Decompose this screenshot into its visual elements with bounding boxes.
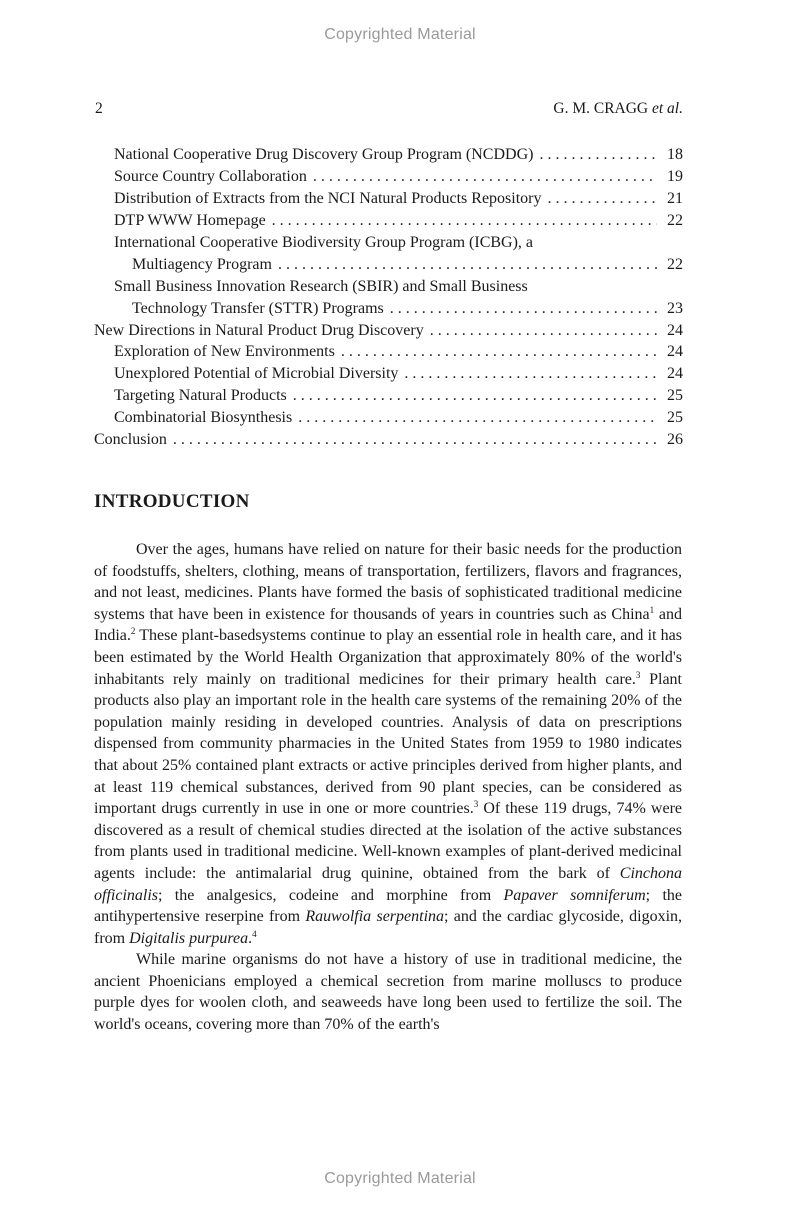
reference-superscript: 4 — [252, 928, 257, 939]
species-name: Cinchona officinalis — [94, 864, 682, 904]
running-head-authors — [553, 100, 683, 118]
copyright-watermark-bottom: Copyrighted Material — [324, 1170, 476, 1187]
text-run: Over the ages, humans have relied on nature for their basic needs for the production of foodstuffs, shelters, clothing, means of transportation, fertilizers, flavors and fragrances, and not least, medicines. Plants have formed the basis of sophisticated traditional medicine systems that have been in existence for thousands of years in countries such as China — [94, 541, 682, 623]
species-name: Digitalis purpurea — [129, 929, 249, 947]
text-run: . — [248, 929, 253, 947]
page-number: 2 — [95, 100, 103, 117]
toc-leader-dots — [272, 210, 657, 232]
toc-entry-label: Exploration of New Environments — [114, 343, 335, 361]
toc-entry-label: Conclusion — [94, 431, 167, 449]
copyright-watermark-top: Copyrighted Material — [324, 26, 476, 43]
toc-entry-page: 22 — [667, 211, 683, 229]
toc-entry-label: Distribution of Extracts from the NCI Natural Products Repository — [114, 189, 542, 207]
toc-leader-dots — [404, 363, 657, 385]
toc-leader-dots — [313, 166, 657, 188]
toc-entry-label: Small Business Innovation Research (SBIR) and Small Business — [114, 277, 528, 295]
toc-entry-label: New Directions in Natural Product Drug Discovery — [94, 321, 424, 339]
authors-name: G. M. CRAGG — [553, 100, 649, 117]
toc-entry — [94, 210, 683, 232]
toc-leader-dots — [547, 188, 657, 210]
toc-entry-label: Targeting Natural Products — [114, 387, 287, 405]
authors-suffix: et al. — [652, 100, 683, 117]
reference-superscript: 3 — [473, 799, 479, 810]
text-run: ; the analgesics, codeine and morphine from — [158, 886, 504, 904]
toc-entry — [94, 429, 683, 451]
table-of-contents — [94, 144, 683, 451]
species-name: Rauwolfia serpentina — [305, 908, 445, 926]
toc-entry — [94, 144, 683, 166]
body-text — [94, 539, 682, 1036]
toc-entry-label: Technology Transfer (STTR) Programs — [132, 299, 384, 317]
toc-leader-dots — [390, 298, 657, 320]
toc-entry — [94, 166, 683, 188]
toc-entry — [94, 363, 683, 385]
toc-entry — [94, 254, 683, 276]
toc-entry-label: Unexplored Potential of Microbial Diversity — [114, 365, 399, 383]
species-name: Papaver somniferum — [503, 886, 646, 904]
reference-superscript: 2 — [130, 626, 136, 637]
reference-superscript: 3 — [635, 669, 641, 680]
toc-entry — [94, 341, 683, 363]
text-run: Plant products also play an important role in the health care systems of the remaining 20% of the population mainly residing in developed countries. Analysis of data on prescriptions dispensed from community pharmacies in the United States from 1959 to 1980 indicates that about 25% contained plant extracts or active principles derived from higher plants, and at least 119 chemical substances, derived from 90 plant species, can be considered as important drugs currently in use in one or more countries. — [94, 670, 683, 818]
toc-entry-label: DTP WWW Homepage — [114, 211, 266, 229]
toc-leader-dots — [298, 407, 657, 429]
text-run: These plant-basedsystems continue to play an essential role in health care, and it has been estimated by the World Health Organization that approximately 80% of the world's inhabitants rely mainly on traditional medicines for their primary health care. — [94, 627, 682, 688]
toc-entry-page: 24 — [667, 365, 683, 383]
toc-entry-label: National Cooperative Drug Discovery Group Program (NCDDG) — [114, 146, 534, 163]
toc-entry-page: 23 — [667, 299, 683, 317]
toc-entry — [94, 320, 683, 342]
toc-entry — [94, 407, 683, 429]
paragraph-2: While marine organisms do not have a history of use in traditional medicine, the ancient Phoenicians employed a chemical secretion from marine molluscs to produce purple dyes for woolen cloth, and seaweeds have long been used to fertilize the soil. The world's oceans, covering more than 70% of the earth's — [94, 951, 682, 1034]
text-run: and India. — [94, 605, 683, 645]
toc-entry-page: 25 — [667, 409, 683, 427]
toc-entry — [94, 232, 683, 254]
section-heading: INTRODUCTION — [94, 491, 250, 512]
toc-entry-page: 26 — [667, 431, 683, 449]
toc-entry-label: Source Country Collaboration — [114, 167, 307, 185]
reference-superscript: 1 — [649, 604, 655, 615]
toc-leader-dots — [293, 385, 657, 407]
paragraph-1 — [94, 539, 682, 949]
toc-entry-page: 19 — [667, 167, 683, 185]
toc-entry — [94, 188, 683, 210]
toc-entry-label: Multiagency Program — [132, 255, 272, 273]
toc-entry-page: 24 — [667, 343, 683, 361]
toc-entry — [94, 276, 683, 298]
text-run: ; and the cardiac glycoside, digoxin, from — [94, 908, 683, 947]
toc-entry — [94, 385, 683, 407]
toc-entry-label: International Cooperative Biodiversity Group Program (ICBG), a — [114, 233, 534, 251]
toc-entry-page: 24 — [667, 321, 683, 339]
toc-entry-page: 25 — [667, 387, 683, 405]
toc-entry — [94, 298, 683, 320]
toc-entry-label: Combinatorial Biosynthesis — [114, 409, 293, 427]
toc-leader-dots — [278, 254, 657, 276]
toc-entry-page: 21 — [667, 189, 683, 207]
toc-leader-dots — [539, 144, 657, 166]
text-run: Of these 119 drugs, 74% were discovered as a result of chemical studies directed at the isolation of the active substances from plants used in traditional medicine. Well-known examples of plant-derived medicinal agents include: the antimalarial drug quinine, obtained from the bark of — [94, 800, 683, 882]
toc-entry-page: 18 — [667, 146, 683, 163]
toc-leader-dots — [341, 341, 657, 363]
toc-entry-page: 22 — [667, 255, 683, 273]
text-run: ; the antihypertensive reserpine from — [94, 886, 683, 926]
toc-leader-dots — [430, 320, 657, 342]
toc-leader-dots — [173, 429, 657, 451]
